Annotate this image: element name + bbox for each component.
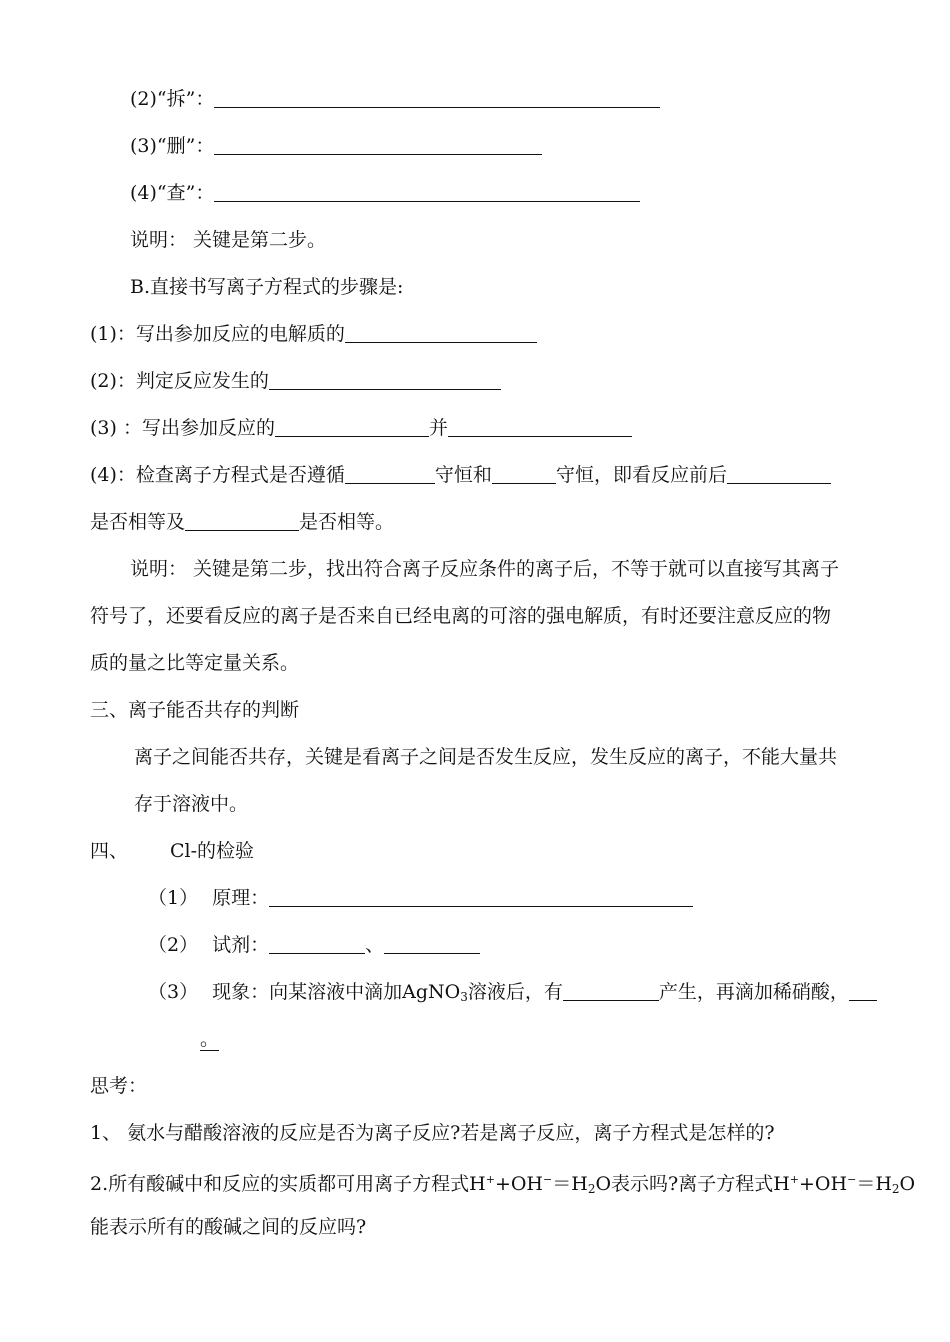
note-2-line-2: 符号了，还要看反应的离子是否来自已经电离的可溶的强电解质，有时还要注意反应的物 <box>90 605 832 627</box>
s4-item-1-num: （1） <box>148 887 199 909</box>
s4-item-3-text-b: 溶液后，有 <box>467 981 563 1003</box>
think-q2-line-2: 能表示所有的酸碱之间的反应吗? <box>90 1216 367 1238</box>
note-1: 说明： 关键是第二步。 <box>130 229 327 251</box>
b4-blank-1[interactable] <box>345 465 435 484</box>
s4-item-3-chem-sub: 3 <box>460 990 468 1004</box>
step-4-label: (4)“查”： <box>130 182 215 204</box>
think-q2-a: 2.所有酸碱中和反应的实质都可用离子方程式 <box>90 1173 470 1195</box>
think-title: 思考： <box>90 1075 148 1097</box>
s4-item-2-blank-2[interactable] <box>384 935 480 954</box>
s4-item-3 <box>148 979 877 1010</box>
eq2-two: 2 <box>891 1182 900 1196</box>
eq1-minus: − <box>543 1173 553 1186</box>
step-2-line <box>130 86 660 112</box>
b3-blank-1[interactable] <box>275 418 429 437</box>
s4-item-2-num: （2） <box>148 934 199 956</box>
section-3-title: 三、离子能否共存的判断 <box>90 699 300 721</box>
b2-line <box>90 368 501 394</box>
s4-item-3-num: （3） <box>148 981 199 1003</box>
note-2-line-3: 质的量之比等定量关系。 <box>90 652 300 674</box>
b3-label-b: 并 <box>428 417 448 439</box>
s4-item-2-label: 试剂： <box>212 934 270 956</box>
step-4-line <box>130 180 640 206</box>
b3-label-a: (3) ：写出参加反应的 <box>90 417 275 439</box>
b4-blank-2[interactable] <box>492 465 556 484</box>
b4-label-d: 是否相等及 <box>90 511 186 533</box>
b4-label-e: 是否相等。 <box>299 511 395 533</box>
b4-blank-4[interactable] <box>185 512 299 531</box>
eq2-h: H <box>773 1173 790 1195</box>
b4-blank-3[interactable] <box>727 465 831 484</box>
b2-label: (2)：判定反应发生的 <box>90 370 269 392</box>
eq1-eq: ＝H <box>552 1173 588 1195</box>
s4-item-2 <box>148 932 480 958</box>
section-4-title: Cl-的检验 <box>170 840 255 862</box>
s4-item-1 <box>148 885 693 911</box>
b4-line-2 <box>90 509 394 535</box>
eq2-eq: ＝H <box>856 1173 892 1195</box>
b4-label-c: 守恒，即看反应前后 <box>555 464 727 486</box>
eq1-h: H <box>469 1173 486 1195</box>
think-q2-b: 表示吗?离子方程式 <box>611 1173 774 1195</box>
eq2-minus: − <box>847 1173 857 1186</box>
s4-item-3-text-a: 现象：向某溶液中滴加 <box>212 981 403 1003</box>
step-2-blank[interactable] <box>214 89 660 108</box>
section-3-line-1: 离子之间能否共存，关键是看离子之间是否发生反应，发生反应的离子，不能大量共 <box>134 746 838 768</box>
s4-item-3-end-line <box>200 1026 219 1052</box>
step-3-blank[interactable] <box>214 136 542 155</box>
step-4-blank[interactable] <box>214 183 640 202</box>
b1-label: (1)：写出参加反应的电解质的 <box>90 323 345 345</box>
s4-item-3-blank-2[interactable] <box>849 982 877 1001</box>
b1-blank[interactable] <box>345 324 537 343</box>
eq1-oh: +OH <box>494 1173 544 1195</box>
s4-item-2-sep: 、 <box>365 934 385 956</box>
think-q1: 1、 氨水与醋酸溶液的反应是否为离子反应?若是离子反应，离子方程式是怎样的? <box>90 1122 775 1144</box>
b4-label-b: 守恒和 <box>434 464 492 486</box>
b1-line <box>90 321 537 347</box>
b3-line <box>90 415 632 441</box>
eq1-o: O <box>595 1173 612 1195</box>
step-3-label: (3)“删”： <box>130 135 215 157</box>
s4-item-3-chem: AgNO <box>402 981 461 1003</box>
section-4-title-line <box>90 838 254 864</box>
step-2-label: (2)“拆”： <box>130 88 215 110</box>
note-2-line-1: 说明： 关键是第二步，找出符合离子反应条件的离子后，不等于就可以直接写其离子 <box>130 558 840 580</box>
eq2-plus: + <box>789 1173 800 1186</box>
eq2-oh: +OH <box>799 1173 848 1195</box>
eq1-plus: + <box>485 1173 495 1186</box>
section-4-num: 四、 <box>90 840 129 862</box>
section-3-line-2: 存于溶液中。 <box>134 793 249 815</box>
section-b-title: B.直接书写离子方程式的步骤是: <box>130 276 404 298</box>
s4-item-1-blank[interactable] <box>269 888 693 907</box>
eq1-two: 2 <box>587 1182 596 1196</box>
s4-item-3-end[interactable]: 。 <box>200 1028 220 1050</box>
think-q2-line-1 <box>90 1167 915 1202</box>
step-3-line <box>130 133 542 159</box>
s4-item-3-text-c: 产生，再滴加稀硝酸， <box>658 981 849 1003</box>
b4-line <box>90 462 831 488</box>
eq2-o: O <box>899 1173 916 1195</box>
s4-item-2-blank-1[interactable] <box>269 935 365 954</box>
b4-label-a: (4)：检查离子方程式是否遵循 <box>90 464 345 486</box>
s4-item-3-blank-1[interactable] <box>563 982 659 1001</box>
b3-blank-2[interactable] <box>448 418 632 437</box>
s4-item-1-label: 原理： <box>212 887 270 909</box>
b2-blank[interactable] <box>269 371 501 390</box>
